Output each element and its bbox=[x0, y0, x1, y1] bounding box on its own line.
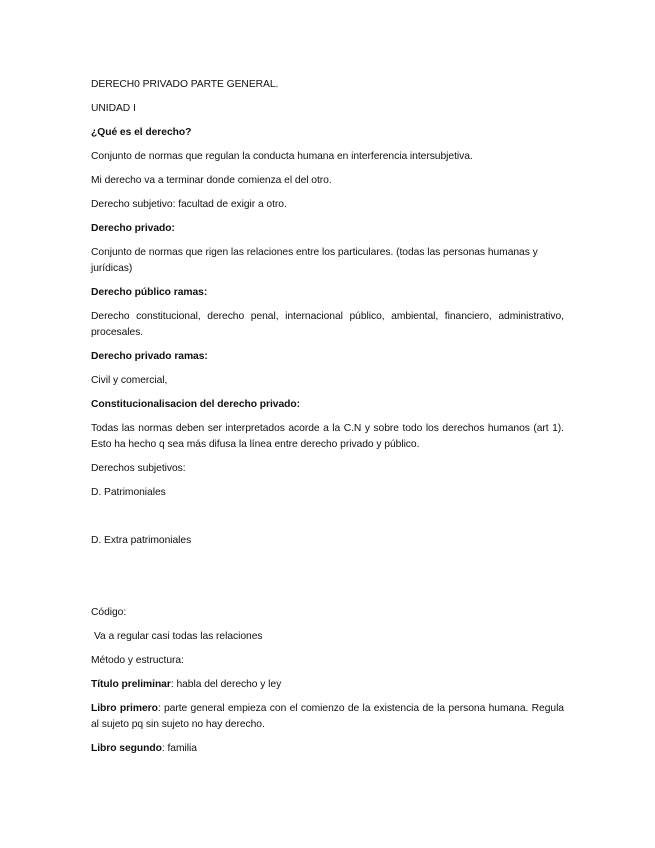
question-heading: ¿Qué es el derecho? bbox=[91, 127, 192, 138]
paragraph-patrimoniales: D. Patrimoniales bbox=[91, 487, 166, 498]
libro-segundo-text: : familia bbox=[161, 743, 197, 754]
paragraph-publico-ramas: Derecho constitucional, derecho penal, internacional público, ambiental, financiero, administrativo, procesales. bbox=[91, 311, 564, 338]
paragraph-metodo: Método y estructura: bbox=[91, 655, 184, 666]
paragraph-mi-derecho: Mi derecho va a terminar donde comienza el del otro. bbox=[91, 175, 332, 186]
paragraph-titulo-preliminar bbox=[91, 677, 564, 693]
paragraph-derecho-subjetivo: Derecho subjetivo: facultad de exigir a otro. bbox=[91, 199, 287, 210]
paragraph-derechos-subjetivos: Derechos subjetivos: bbox=[91, 463, 186, 474]
heading-derecho-privado: Derecho privado: bbox=[91, 223, 175, 234]
paragraph-codigo: Código: bbox=[91, 607, 127, 618]
paragraph-extra-patrimoniales: D. Extra patrimoniales bbox=[91, 535, 192, 546]
paragraph-derecho-privado: Conjunto de normas que rigen las relaciones entre los particulares. (todas las personas humanas y jurídicas) bbox=[91, 247, 538, 274]
heading-privado-ramas: Derecho privado ramas: bbox=[91, 351, 208, 362]
libro-primero-text: : parte general empieza con el comienzo de la existencia de la persona humana. Regula al sujeto pq sin sujeto no hay derecho. bbox=[91, 703, 564, 730]
document-title: DERECH0 PRIVADO PARTE GENERAL. bbox=[91, 79, 279, 90]
blank-space bbox=[91, 509, 564, 533]
paragraph-libro-primero bbox=[91, 701, 564, 733]
paragraph-definition: Conjunto de normas que regulan la conducta humana en interferencia intersubjetiva. bbox=[91, 151, 473, 162]
heading-publico-ramas: Derecho público ramas: bbox=[91, 287, 208, 298]
titulo-preliminar-text: : habla del derecho y ley bbox=[170, 679, 282, 690]
libro-primero-label: Libro primero bbox=[91, 703, 158, 714]
document-body bbox=[91, 77, 564, 765]
paragraph-constitucionalisacion: Todas las normas deben ser interpretados acorde a la C.N y sobre todo los derechos humanos (art 1). Esto ha hecho q sea más difusa la línea entre derecho privado y público. bbox=[91, 423, 564, 450]
libro-segundo-label: Libro segundo bbox=[91, 743, 162, 754]
paragraph-libro-segundo bbox=[91, 741, 564, 757]
titulo-preliminar-label: Título preliminar bbox=[91, 679, 171, 690]
heading-constitucionalisacion: Constitucionalisacion del derecho privado: bbox=[91, 399, 301, 410]
blank-space bbox=[91, 557, 564, 605]
unit-heading: UNIDAD I bbox=[91, 103, 136, 114]
paragraph-privado-ramas: Civil y comercial, bbox=[91, 375, 168, 386]
paragraph-codigo-desc: Va a regular casi todas las relaciones bbox=[94, 631, 263, 642]
